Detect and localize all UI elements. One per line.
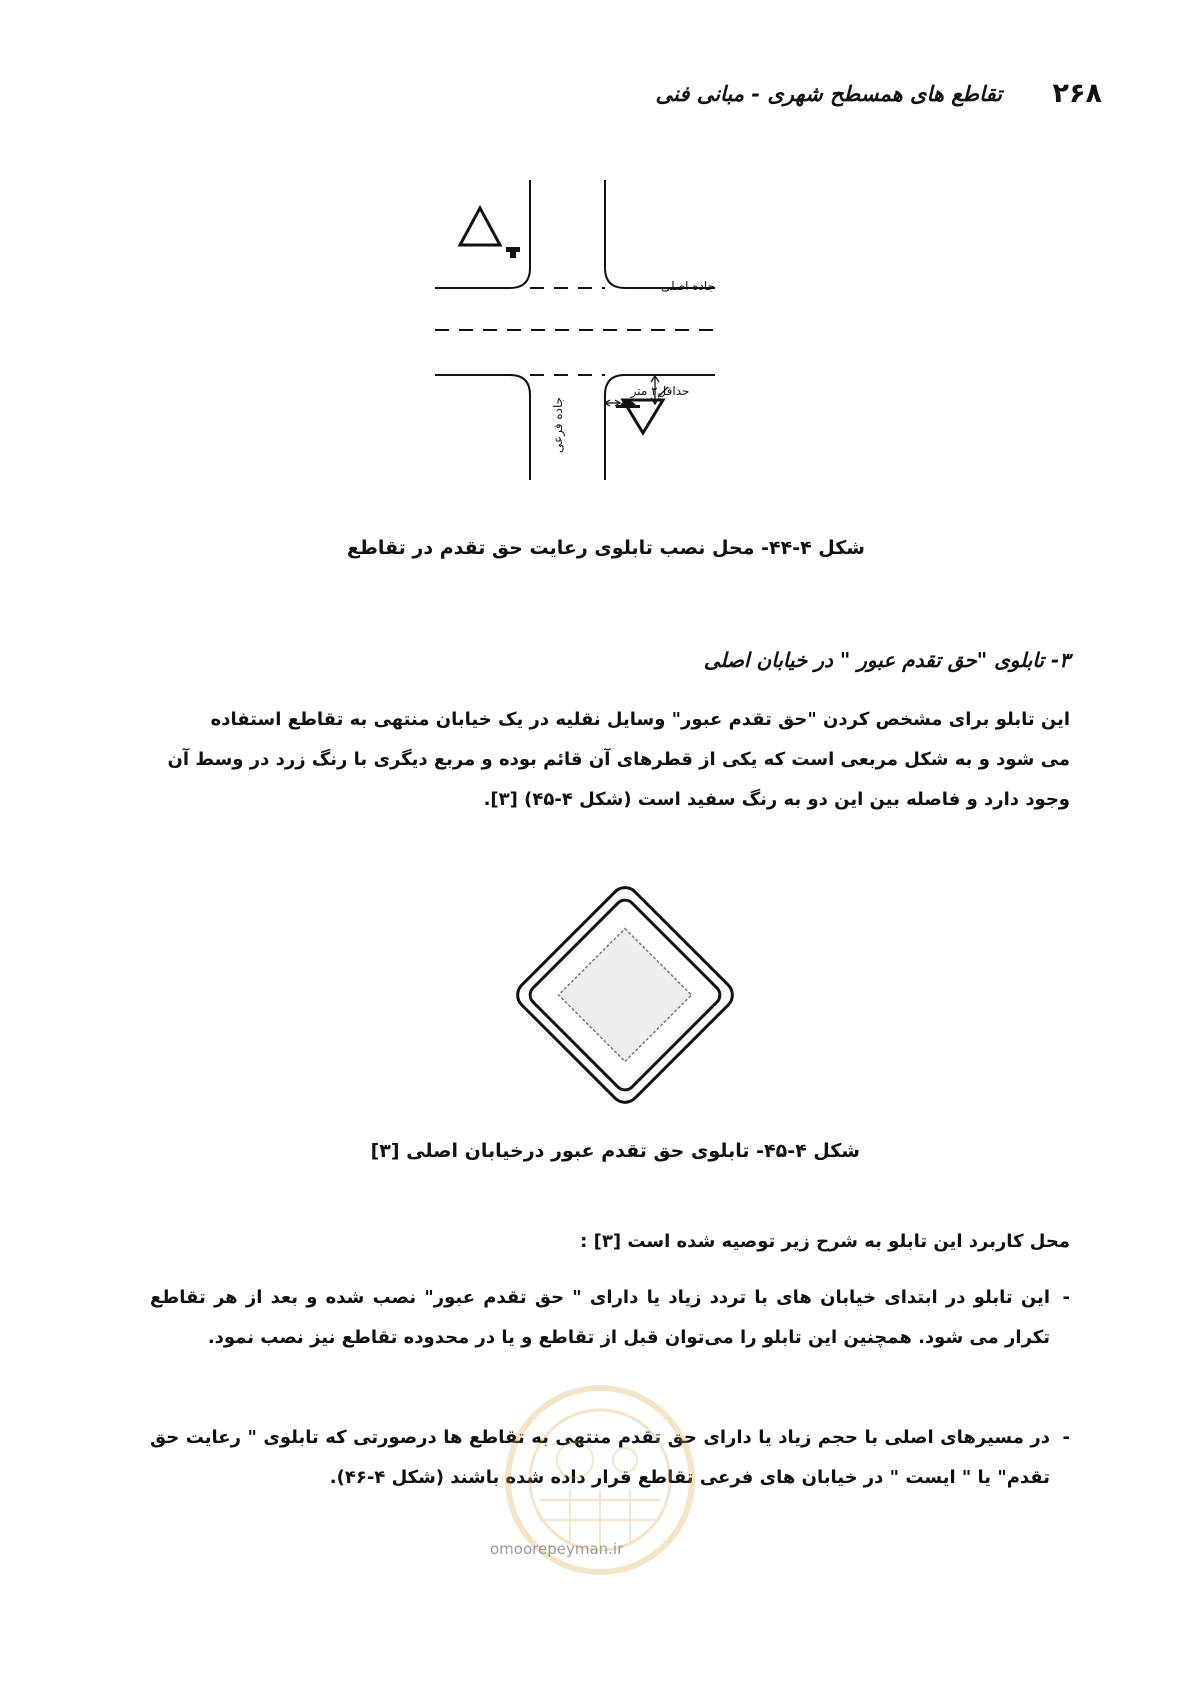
curb-bottom-left bbox=[435, 375, 530, 480]
sign-post-top bbox=[506, 247, 520, 252]
section-heading: ۳- تابلوی "حق تقدم عبور " در خیابان اصلی bbox=[703, 648, 1070, 672]
sign-yellow-center bbox=[559, 929, 692, 1062]
page-number: ۲۶۸ bbox=[1052, 78, 1102, 109]
bullet-text: در مسیرهای اصلی با حجم زیاد یا دارای حق تقدم منتهی به تقاطع ها درصورتی که تابلوی " رعایت حق تقدم" یا " ایست " در خیابان های فرعی تقاطع قرار داده شده باشند (شکل ۴-۴۶). bbox=[150, 1427, 1050, 1488]
priority-road-sign bbox=[500, 870, 750, 1120]
figure-44-caption: شکل ۴-۴۴- محل نصب تابلوی رعایت حق تقدم در تقاطع bbox=[346, 537, 865, 559]
page-header bbox=[640, 78, 1102, 118]
bullet-text: این تابلو در ابتدای خیابان های با تردد زیاد یا دارای " حق تقدم عبور" نصب شده و بعد از هر تقاطع تکرار می شود. همچنین این تابلو را می‌توان قبل از تقاطع و یا در محدوده تقاطع نیز نصب نمود. bbox=[150, 1287, 1050, 1348]
label-main-road: جاده اصلی bbox=[660, 279, 716, 293]
bullet-dash: - bbox=[1062, 1427, 1070, 1448]
yield-sign-top-icon bbox=[460, 208, 500, 245]
curb-top-right bbox=[605, 180, 715, 288]
label-side-road: جاده فرعی bbox=[551, 396, 565, 454]
paragraph-line: می شود و به شکل مربعی است که یکی از قطرهای آن قائم بوده و مربع دیگری با رنگ زرد در وسط آن bbox=[167, 749, 1070, 770]
usage-bullet bbox=[150, 1278, 1070, 1358]
paragraph-line: این تابلو برای مشخص کردن "حق تقدم عبور" وسایل نقلیه در یک خیابان منتهی به تقاطع استفاده bbox=[210, 709, 1070, 730]
bullet-dash: - bbox=[1062, 1287, 1070, 1308]
running-title: تقاطع های همسطح شهری - مبانی فنی bbox=[655, 82, 1002, 106]
watermark-site: omoorepeyman.ir bbox=[490, 1540, 624, 1558]
curb-top-left bbox=[435, 180, 530, 288]
label-min-distance: حداقل۲ متر bbox=[630, 384, 690, 398]
intersection-diagram bbox=[420, 175, 750, 485]
paragraph-line: وجود دارد و فاصله بین این دو به رنگ سفید است (شکل ۴-۴۵) [۳]. bbox=[483, 789, 1070, 810]
usage-intro: محل کاربرد این تابلو به شرح زیر توصیه شده است [۳] : bbox=[580, 1231, 1070, 1252]
figure-45-caption: شکل ۴-۴۵- تابلوی حق تقدم عبور درخیابان اصلی [۳] bbox=[370, 1140, 860, 1162]
body-paragraph bbox=[160, 700, 1070, 820]
